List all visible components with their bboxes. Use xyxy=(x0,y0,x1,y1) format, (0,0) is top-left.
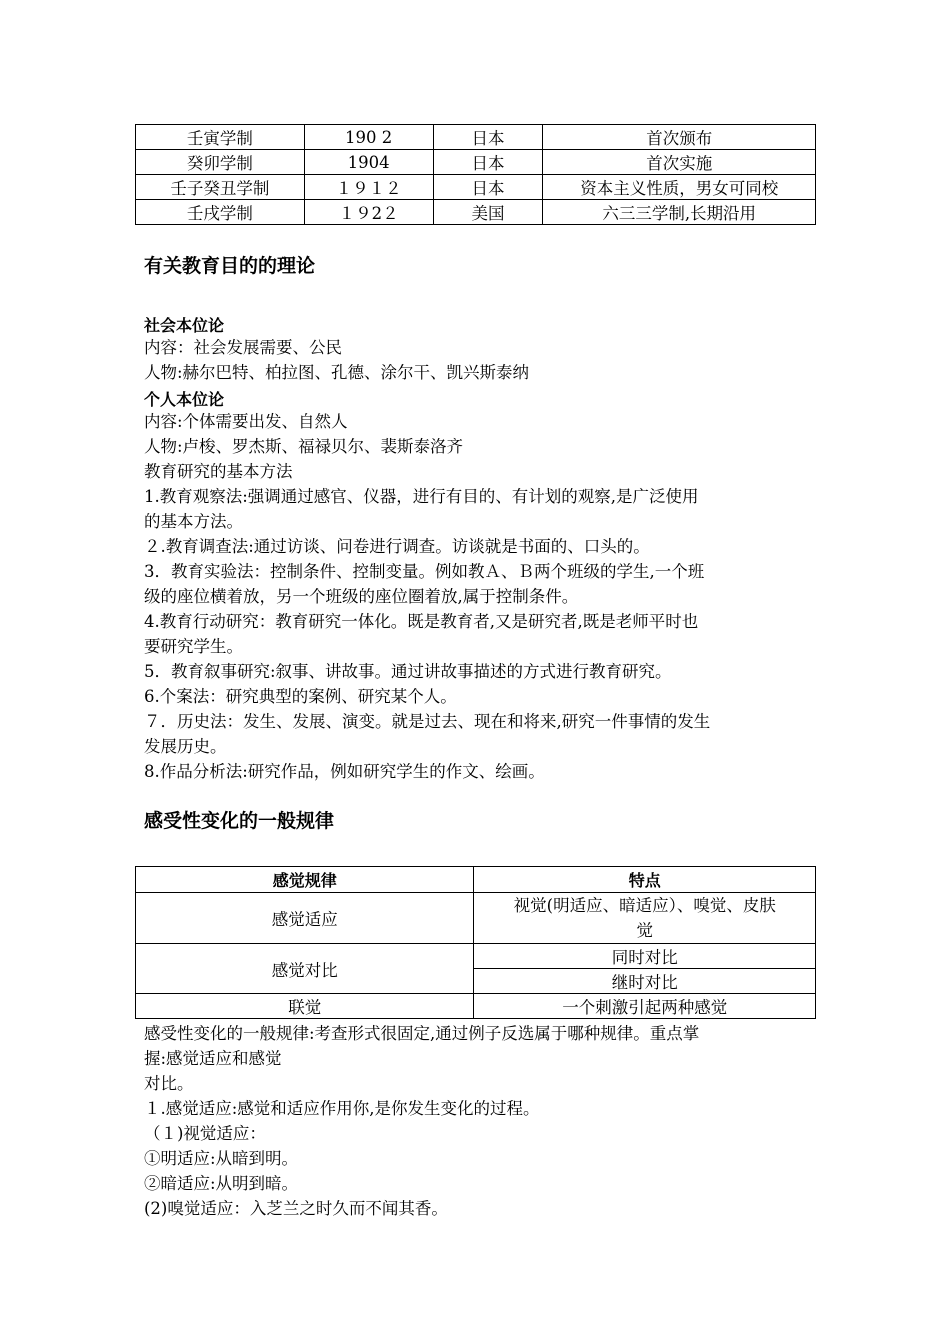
column-header: 感觉规律 xyxy=(136,867,474,893)
paragraph: 握:感觉适应和感觉 xyxy=(144,1049,282,1068)
paragraph: １.感觉适应:感觉和适应作用你,是你发生变化的过程。 xyxy=(144,1099,540,1118)
table-cell: 感觉对比 xyxy=(136,944,474,994)
subheading-social-standard: 社会本位论 xyxy=(144,316,225,335)
table-cell: 美国 xyxy=(433,200,543,225)
paragraph: (2)嗅觉适应：入芝兰之时久而不闻其香。 xyxy=(144,1199,448,1218)
paragraph: 5．教育叙事研究:叙事、讲故事。通过讲故事描述的方式进行教育研究。 xyxy=(144,662,672,681)
table-row xyxy=(136,150,816,175)
table-cell: 1904 xyxy=(304,150,433,175)
table-cell: 同时对比 xyxy=(474,944,816,969)
column-header: 特点 xyxy=(474,867,816,893)
paragraph: 级的座位横着放，另一个班级的座位圈着放,属于控制条件。 xyxy=(144,587,579,606)
table-cell: 联觉 xyxy=(136,994,474,1019)
cell-line: 觉 xyxy=(636,921,653,940)
cell-line: 视觉(明适应、暗适应）、嗅觉、皮肤 xyxy=(513,896,776,915)
paragraph: 对比。 xyxy=(144,1074,194,1093)
school-system-table xyxy=(135,124,816,225)
section-heading-sensitivity-rules: 感受性变化的一般规律 xyxy=(144,810,335,832)
paragraph: 感受性变化的一般规律:考查形式很固定,通过例子反选属于哪种规律。重点掌 xyxy=(144,1024,700,1043)
paragraph: 发展历史。 xyxy=(144,737,227,756)
table-cell: １９１２ xyxy=(304,175,433,200)
paragraph: 要研究学生。 xyxy=(144,637,243,656)
table-cell: 六三三学制,长期沿用 xyxy=(543,200,816,225)
table-cell: 感觉适应 xyxy=(136,893,474,944)
paragraph: 8.作品分析法:研究作品，例如研究学生的作文、绘画。 xyxy=(144,762,545,781)
paragraph: （１)视觉适应： xyxy=(144,1124,266,1143)
table-cell: 日本 xyxy=(433,125,543,150)
section-heading-education-aims: 有关教育目的的理论 xyxy=(144,255,316,277)
paragraph: ２.教育调查法:通过访谈、问卷进行调查。访谈就是书面的、口头的。 xyxy=(144,537,650,556)
paragraph: 1.教育观察法:强调通过感官、仪器，进行有目的、有计划的观察,是广泛使用 xyxy=(144,487,699,506)
table-cell: １９2２ xyxy=(304,200,433,225)
sensation-rules-table xyxy=(135,866,816,1019)
paragraph: 内容:个体需要出发、自然人 xyxy=(144,412,348,431)
table-row xyxy=(136,125,816,150)
table-cell: 壬戌学制 xyxy=(136,200,305,225)
paragraph: ７．历史法：发生、发展、演变。就是过去、现在和将来,研究一件事情的发生 xyxy=(144,712,711,731)
table-cell: 190 2 xyxy=(304,125,433,150)
table-cell: 继时对比 xyxy=(474,969,816,994)
table-row xyxy=(136,175,816,200)
paragraph: ①明适应:从暗到明。 xyxy=(144,1149,299,1168)
table-cell: 首次颁布 xyxy=(543,125,816,150)
table-row xyxy=(136,994,816,1019)
paragraph: 人物:赫尔巴特、柏拉图、孔德、涂尔干、凯兴斯泰纳 xyxy=(144,363,530,382)
paragraph: 人物:卢梭、罗杰斯、福禄贝尔、裴斯泰洛齐 xyxy=(144,437,464,456)
table-cell: 日本 xyxy=(433,175,543,200)
table-cell: 癸卯学制 xyxy=(136,150,305,175)
paragraph: 6.个案法：研究典型的案例、研究某个人。 xyxy=(144,687,457,706)
paragraph: 的基本方法。 xyxy=(144,512,243,531)
table-cell: 壬寅学制 xyxy=(136,125,305,150)
subheading-individual-standard: 个人本位论 xyxy=(144,390,225,409)
table-cell: 一个刺激引起两种感觉 xyxy=(474,994,816,1019)
paragraph: 4.教育行动研究：教育研究一体化。既是教育者,又是研究者,既是老师平时也 xyxy=(144,612,699,631)
paragraph-title: 教育研究的基本方法 xyxy=(144,462,293,481)
table-cell xyxy=(474,893,816,944)
table-row xyxy=(136,893,816,944)
table-row xyxy=(136,200,816,225)
table-cell: 资本主义性质，男女可同校 xyxy=(543,175,816,200)
table-header-row xyxy=(136,867,816,893)
table-cell: 壬子癸丑学制 xyxy=(136,175,305,200)
paragraph: 内容：社会发展需要、公民 xyxy=(144,338,342,357)
table-row xyxy=(136,944,816,969)
table-cell: 首次实施 xyxy=(543,150,816,175)
paragraph: ②暗适应:从明到暗。 xyxy=(144,1174,299,1193)
table-cell: 日本 xyxy=(433,150,543,175)
paragraph: 3．教育实验法：控制条件、控制变量。例如教Ａ、Ｂ两个班级的学生,一个班 xyxy=(144,562,705,581)
